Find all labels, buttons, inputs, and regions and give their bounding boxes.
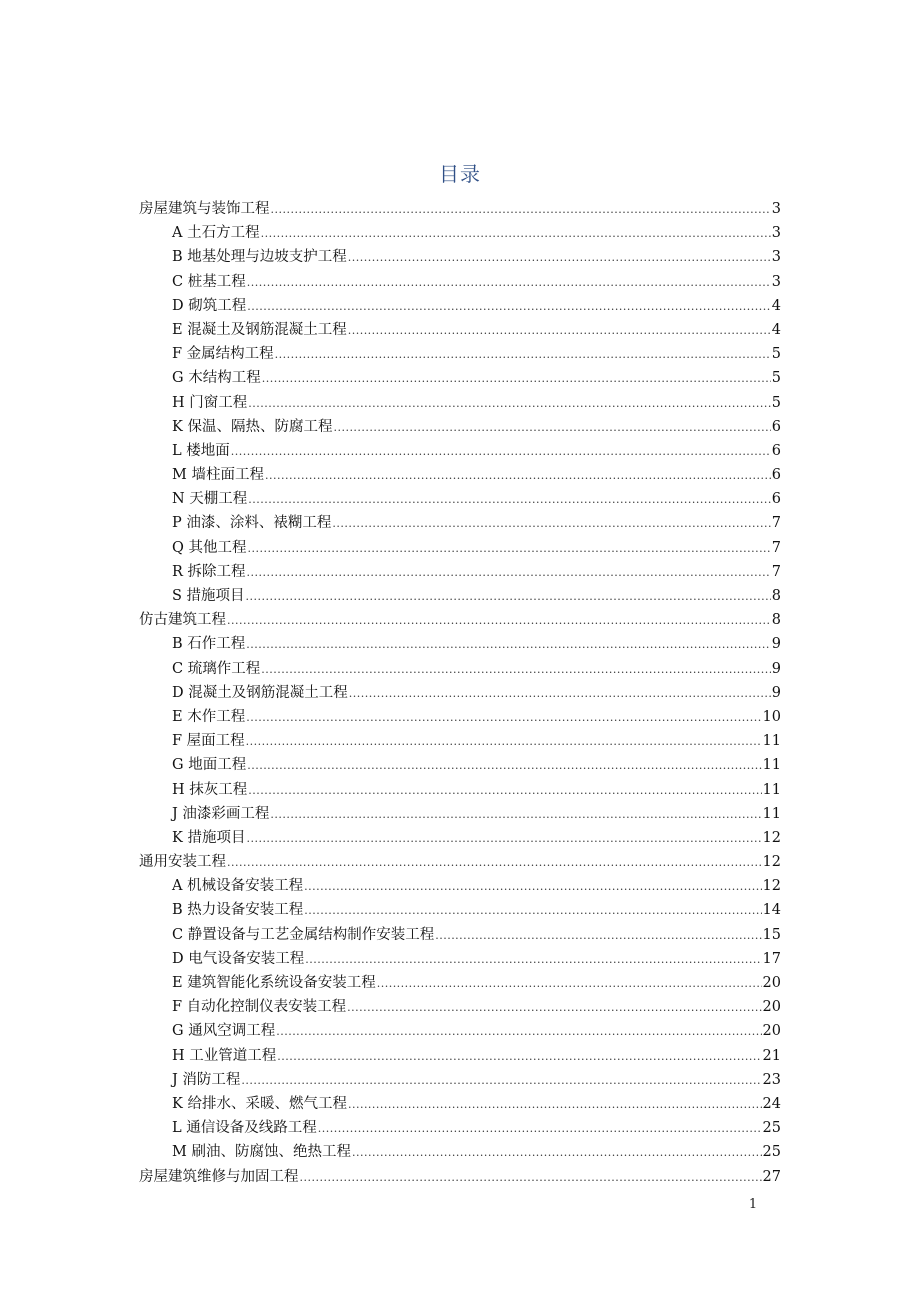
toc-entry-page: 5: [771, 346, 781, 363]
toc-subsection-entry[interactable]: [139, 318, 781, 342]
toc-subsection-entry[interactable]: [139, 705, 781, 729]
toc-subsection-entry[interactable]: [139, 802, 781, 826]
toc-title: 目录: [439, 162, 481, 186]
toc-entry-page: 4: [771, 297, 781, 314]
toc-subsection-entry[interactable]: [139, 1140, 781, 1164]
toc-entry-page: 11: [762, 781, 781, 798]
toc-subsection-entry[interactable]: [139, 923, 781, 947]
toc-dot-leader: [246, 585, 771, 609]
toc-entry-page: 6: [771, 491, 781, 508]
toc-entry-label: D 电气设备安装工程: [172, 950, 305, 967]
toc-entry-page: 27: [762, 1168, 781, 1185]
toc-dot-leader: [247, 561, 771, 585]
toc-entry-page: 20: [762, 999, 781, 1016]
toc-entry-page: 11: [762, 805, 781, 822]
toc-entry-label: B 热力设备安装工程: [172, 902, 304, 919]
toc-dot-leader: [275, 343, 771, 367]
toc-dot-leader: [435, 924, 761, 948]
toc-dot-leader: [246, 827, 761, 851]
toc-dot-leader: [248, 488, 770, 512]
toc-subsection-entry[interactable]: [139, 898, 781, 922]
toc-dot-leader: [304, 899, 761, 923]
toc-entry-label: S 措施项目: [172, 588, 245, 604]
toc-dot-leader: [271, 198, 771, 222]
toc-entry-page: 10: [762, 708, 781, 725]
toc-entry-page: 14: [762, 902, 781, 919]
toc-entry-page: 15: [762, 926, 781, 943]
toc-dot-leader: [247, 295, 771, 319]
toc-entry-label: P 油漆、涂料、裱糊工程: [172, 515, 332, 532]
toc-entry-label: K 保温、隔热、防腐工程: [172, 418, 333, 435]
toc-subsection-entry[interactable]: [139, 971, 781, 995]
toc-dot-leader: [261, 222, 771, 246]
toc-section-entry[interactable]: [139, 1165, 781, 1189]
toc-entry-page: 6: [771, 418, 781, 435]
toc-entry-page: 20: [762, 975, 781, 991]
toc-entry-label: N 天棚工程: [172, 491, 248, 508]
toc-dot-leader: [348, 1093, 762, 1117]
toc-entry-label: G 通风空调工程: [172, 1023, 276, 1040]
toc-subsection-entry[interactable]: [139, 560, 781, 584]
toc-dot-leader: [352, 1141, 762, 1165]
toc-entry-page: 5: [771, 370, 781, 387]
toc-entry-page: 3: [771, 201, 781, 217]
toc-dot-leader: [377, 972, 762, 996]
toc-entry-page: 17: [762, 950, 781, 967]
toc-entry-page: 23: [762, 1071, 781, 1088]
toc-subsection-entry[interactable]: [139, 995, 781, 1019]
toc-dot-leader: [276, 1020, 761, 1044]
toc-subsection-entry[interactable]: [139, 947, 781, 971]
toc-entry-page: 11: [762, 733, 781, 750]
toc-entry-label: 房屋建筑维修与加固工程: [139, 1168, 299, 1185]
toc-subsection-entry[interactable]: [139, 1068, 781, 1092]
toc-dot-leader: [347, 996, 761, 1020]
toc-dot-leader: [277, 1045, 761, 1069]
toc-dot-leader: [248, 392, 771, 416]
toc-entry-label: M 墙柱面工程: [172, 467, 264, 484]
toc-entry-label: F 屋面工程: [172, 733, 245, 750]
toc-subsection-entry[interactable]: [139, 342, 781, 366]
toc-dot-leader: [265, 464, 771, 488]
toc-subsection-entry[interactable]: [139, 874, 781, 898]
toc-entry-label: L 楼地面: [172, 442, 230, 459]
toc-entry-page: 6: [771, 442, 781, 459]
toc-dot-leader: [247, 271, 771, 295]
toc-dot-leader: [246, 730, 762, 754]
toc-entry-page: 4: [771, 321, 781, 338]
toc-subsection-entry[interactable]: [139, 584, 781, 608]
toc-entry-label: E 混凝土及钢筋混凝土工程: [172, 321, 347, 338]
toc-subsection-entry[interactable]: [139, 778, 781, 802]
toc-subsection-entry[interactable]: [139, 1092, 781, 1116]
toc-section-entry[interactable]: [139, 197, 781, 221]
toc-entry-page: 3: [771, 225, 781, 242]
toc-entry-label: H 门窗工程: [172, 394, 248, 411]
toc-dot-leader: [300, 1166, 762, 1190]
toc-dot-leader: [305, 948, 761, 972]
toc-subsection-entry[interactable]: [139, 439, 781, 463]
toc-entry-label: 房屋建筑与装饰工程: [139, 201, 270, 217]
toc-subsection-entry[interactable]: [139, 463, 781, 487]
page-number: 1: [748, 1197, 758, 1212]
toc-subsection-entry[interactable]: [139, 270, 781, 294]
toc-subsection-entry[interactable]: [139, 1116, 781, 1140]
toc-entry-page: 7: [771, 539, 781, 556]
toc-dot-leader: [261, 658, 771, 682]
toc-entry-label: Q 其他工程: [172, 539, 247, 556]
toc-entry-page: 9: [771, 660, 781, 677]
toc-entry-label: C 桩基工程: [172, 273, 246, 290]
toc-entry-label: D 混凝土及钢筋混凝土工程: [172, 684, 348, 701]
toc-subsection-entry[interactable]: [139, 729, 781, 753]
toc-entry-label: G 地面工程: [172, 757, 247, 774]
toc-entry-page: 7: [771, 563, 781, 580]
toc-subsection-entry[interactable]: [139, 826, 781, 850]
toc-entry-label: F 自动化控制仪表安装工程: [172, 999, 347, 1016]
toc-subsection-entry[interactable]: [139, 221, 781, 245]
toc-entry-page: 12: [762, 854, 781, 871]
toc-subsection-entry[interactable]: [139, 245, 781, 269]
toc-dot-leader: [349, 682, 771, 706]
toc-dot-leader: [227, 851, 762, 875]
toc-subsection-entry[interactable]: [139, 657, 781, 681]
toc-dot-leader: [248, 779, 761, 803]
toc-dot-leader: [246, 633, 771, 657]
toc-entry-page: 25: [762, 1144, 781, 1161]
toc-entry-label: A 机械设备安装工程: [172, 878, 304, 895]
toc-subsection-entry[interactable]: [139, 294, 781, 318]
toc-entry-label: K 给排水、采暖、燃气工程: [172, 1095, 347, 1112]
toc-subsection-entry[interactable]: [139, 632, 781, 656]
toc-subsection-entry[interactable]: [139, 681, 781, 705]
toc-dot-leader: [247, 754, 761, 778]
toc-entry-label: J 油漆彩画工程: [172, 805, 270, 822]
toc-entry-page: 6: [771, 467, 781, 484]
toc-entry-page: 24: [762, 1095, 781, 1112]
toc-dot-leader: [348, 246, 771, 270]
toc-entry-page: 7: [771, 515, 781, 532]
toc-entry-page: 3: [771, 249, 781, 266]
toc-entry-label: B 地基处理与边坡支护工程: [172, 249, 347, 266]
toc-entry-label: D 砌筑工程: [172, 297, 247, 314]
toc-entry-label: A 土石方工程: [172, 225, 260, 242]
toc-entry-label: 通用安装工程: [139, 854, 226, 871]
toc-entry-page: 3: [771, 273, 781, 290]
toc-dot-leader: [227, 609, 771, 633]
toc-entry-label: C 琉璃作工程: [172, 660, 261, 677]
toc-entry-label: J 消防工程: [172, 1071, 241, 1088]
toc-entry-page: 5: [771, 394, 781, 411]
table-of-contents: [139, 197, 781, 1189]
toc-subsection-entry[interactable]: [139, 391, 781, 415]
toc-entry-label: H 工业管道工程: [172, 1047, 277, 1064]
toc-dot-leader: [304, 875, 761, 899]
toc-subsection-entry[interactable]: [139, 753, 781, 777]
toc-subsection-entry[interactable]: [139, 366, 781, 390]
toc-subsection-entry[interactable]: [139, 415, 781, 439]
toc-dot-leader: [231, 440, 771, 464]
toc-dot-leader: [332, 512, 770, 536]
toc-entry-page: 11: [762, 757, 781, 774]
toc-dot-leader: [248, 537, 771, 561]
toc-entry-page: 12: [762, 829, 781, 846]
toc-entry-label: M 刷油、防腐蚀、绝热工程: [172, 1144, 351, 1161]
toc-subsection-entry[interactable]: [139, 511, 781, 535]
toc-entry-page: 12: [762, 878, 781, 895]
toc-dot-leader: [333, 416, 770, 440]
toc-entry-label: R 拆除工程: [172, 563, 246, 580]
toc-entry-page: 25: [762, 1120, 781, 1137]
toc-dot-leader: [348, 319, 771, 343]
toc-entry-page: 9: [771, 636, 781, 653]
toc-dot-leader: [318, 1117, 762, 1141]
toc-subsection-entry[interactable]: [139, 487, 781, 511]
toc-dot-leader: [241, 1069, 761, 1093]
toc-entry-page: 8: [771, 588, 781, 604]
toc-entry-label: C 静置设备与工艺金属结构制作安装工程: [172, 926, 435, 943]
toc-section-entry[interactable]: [139, 850, 781, 874]
toc-entry-label: H 抹灰工程: [172, 781, 248, 798]
toc-entry-page: 20: [762, 1023, 781, 1040]
toc-entry-label: L 通信设备及线路工程: [172, 1120, 317, 1137]
toc-subsection-entry[interactable]: [139, 1044, 781, 1068]
toc-entry-label: F 金属结构工程: [172, 346, 274, 363]
toc-entry-label: G 木结构工程: [172, 370, 261, 387]
toc-entry-label: E 建筑智能化系统设备安装工程: [172, 975, 376, 991]
toc-entry-label: K 措施项目: [172, 829, 246, 846]
toc-entry-label: 仿古建筑工程: [139, 612, 226, 629]
toc-entry-label: E 木作工程: [172, 708, 246, 725]
toc-dot-leader: [246, 706, 761, 730]
toc-subsection-entry[interactable]: [139, 1019, 781, 1043]
toc-dot-leader: [262, 367, 771, 391]
toc-entry-page: 21: [762, 1047, 781, 1064]
toc-entry-page: 8: [771, 612, 781, 629]
toc-section-entry[interactable]: [139, 608, 781, 632]
toc-subsection-entry[interactable]: [139, 536, 781, 560]
toc-entry-page: 9: [771, 684, 781, 701]
toc-entry-label: B 石作工程: [172, 636, 246, 653]
toc-dot-leader: [270, 803, 761, 827]
